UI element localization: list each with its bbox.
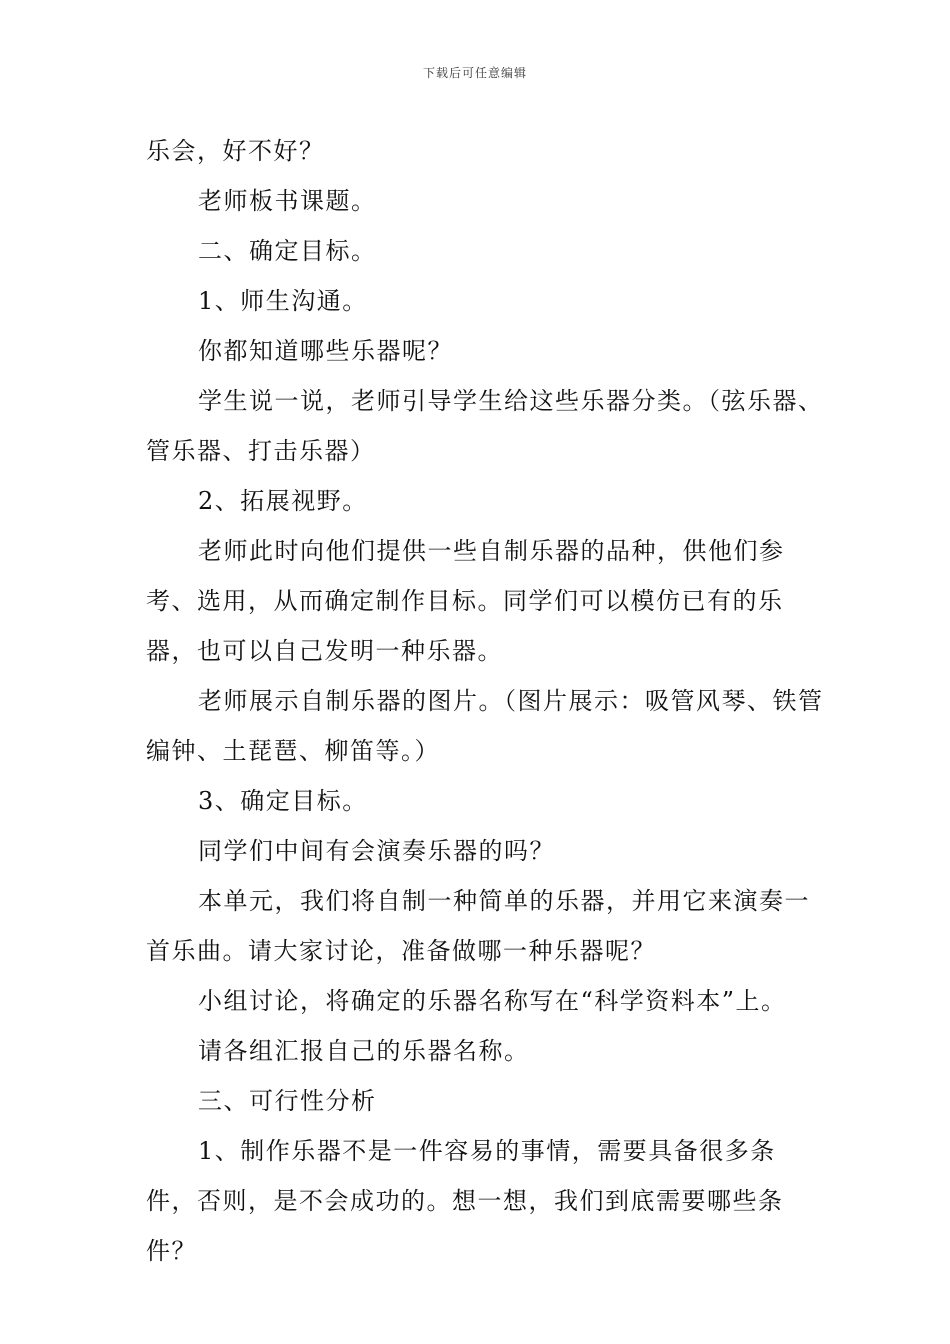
paragraph-8: 老师此时向他们提供一些自制乐器的品种，供他们参考、选用，从而确定制作目标。同学们可以模仿已有的乐器，也可以自己发明一种乐器。 [146, 537, 785, 665]
paragraph-5: 你都知道哪些乐器呢？ [198, 337, 453, 365]
paragraph-16: 1、制作乐器不是一件容易的事情，需要具备很多条件，否则，是不会成功的。想一想，我们到底需要哪些条件？ [146, 1137, 784, 1265]
paragraph-14: 请各组汇报自己的乐器名称。 [198, 1037, 530, 1065]
section-heading-2: 二、确定目标。 [198, 237, 377, 265]
sub-heading-3: 3、确定目标。 [198, 787, 368, 815]
paragraph-12: 本单元，我们将自制一种简单的乐器，并用它来演奏一首乐曲。请大家讨论，准备做哪一种乐器呢？ [146, 887, 810, 965]
sub-heading-1: 1、师生沟通。 [198, 287, 368, 315]
section-heading-3: 三、可行性分析 [198, 1087, 377, 1115]
document-body [146, 126, 826, 1276]
paragraph-9: 老师展示自制乐器的图片。（图片展示：吸管风琴、铁管编钟、土琵琶、柳笛等。） [146, 687, 824, 765]
paragraph-13: 小组讨论，将确定的乐器名称写在“科学资料本”上。 [198, 987, 787, 1015]
paragraph-2: 老师板书课题。 [198, 187, 377, 215]
paragraph-6: 学生说一说，老师引导学生给这些乐器分类。（弦乐器、管乐器、打击乐器） [146, 387, 824, 465]
paragraph-11: 同学们中间有会演奏乐器的吗？ [198, 837, 555, 865]
sub-heading-2: 2、拓展视野。 [198, 487, 368, 515]
page-header: 下载后可任意编辑 [422, 66, 527, 80]
paragraph-1: 乐会，好不好？ [146, 137, 325, 165]
